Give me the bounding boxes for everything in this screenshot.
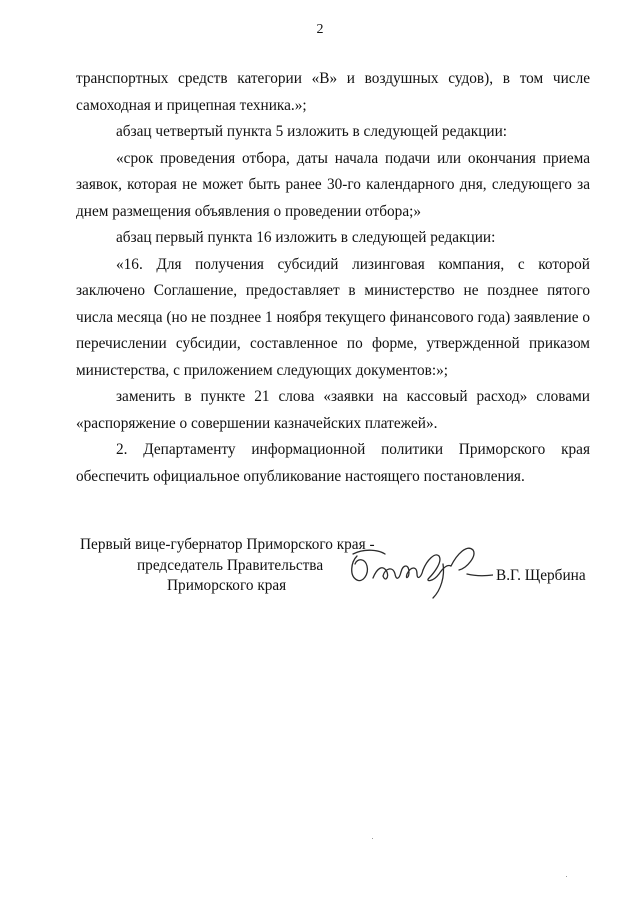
signatory-name: В.Г. Щербина (496, 567, 586, 584)
signatory-title (80, 535, 380, 597)
body-text (76, 66, 590, 490)
signatory-title-line-1: Первый вице-губернатор Приморского края - (80, 536, 375, 553)
signatory-title-line-3: Приморского края (167, 577, 287, 594)
handwritten-signature (343, 534, 493, 604)
paragraph-7: 2. Департаменту информационной политики Приморского края обеспечить официальное опубликование настоящего постановления. (76, 441, 590, 485)
paragraph-6: заменить в пункте 21 слова «заявки на кассовый расход» словами «распоряжение о совершении казначейских платежей». (76, 388, 590, 432)
signatory-title-line-2: председатель Правительства (137, 556, 324, 574)
paragraph-1: транспортных средств категории «В» и воздушных судов), в том числе самоходная и прицепная техника.»; (76, 70, 590, 114)
paragraph-3: «срок проведения отбора, даты начала подачи или окончания приема заявок, которая не может быть ранее 30-го календарного дня, следующего за днем размещения объявления о проведении отбора;» (76, 149, 590, 220)
paragraph-2: абзац четвертый пункта 5 изложить в следующей редакции: (116, 123, 508, 140)
scan-speck (566, 876, 567, 877)
paragraph-4: абзац первый пункта 16 изложить в следующей редакции: (116, 229, 496, 246)
page-number: 2 (316, 22, 324, 37)
scan-speck (372, 838, 373, 839)
paragraph-5: «16. Для получения субсидий лизинговая компания, с которой заключено Соглашение, предоставляет в министерство не позднее пятого числа месяца (но не позднее 1 ноября текущего финансового года) заявление о перечислении субсидии, составленное по форме, утвержденной приказом министерства, с приложением следующих документов:»; (76, 255, 590, 379)
